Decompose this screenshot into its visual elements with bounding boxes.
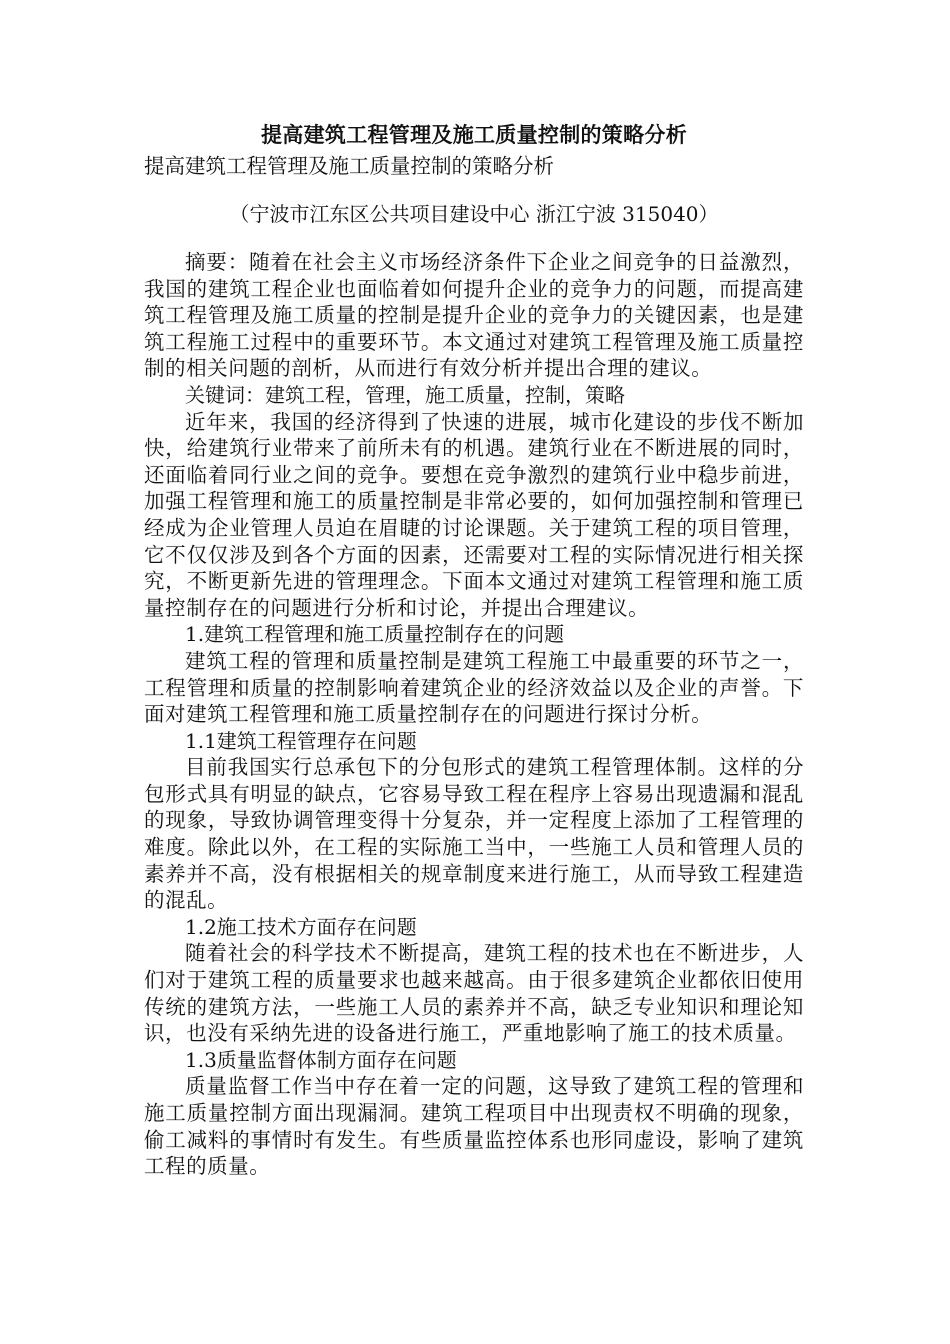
section-1-3-paragraph: 质量监督工作当中存在着一定的问题，这导致了建筑工程的管理和施工质量控制方面出现漏洞。建筑工程项目中出现责权不明确的现象，偷工减料的事情时有发生。有些质量监控体系也形同虚设，影响了建筑工程的质量。 — [144, 1074, 804, 1179]
keywords-line: 关键词：建筑工程，管理，施工质量，控制，策略 — [185, 382, 625, 407]
section-1-1-paragraph: 目前我国实行总承包下的分包形式的建筑工程管理体制。这样的分包形式具有明显的缺点，它容易导致工程在程序上容易出现遗漏和混乱的现象，导致协调管理变得十分复杂，并一定程度上添加了工程管理的难度。除此以外，在工程的实际施工当中，一些施工人员和管理人员的素养并不高，没有根据相关的规章制度来进行施工，从而导致工程建造的混乱。 — [144, 755, 804, 913]
section-1-2-paragraph: 随着社会的科学技术不断提高，建筑工程的技术也在不断进步，人们对于建筑工程的质量要求也越来越高。由于很多建筑企业都依旧使用传统的建筑方法，一些施工人员的素养并不高，缺乏专业知识和理论知识，也没有采纳先进的设备进行施工，严重地影响了施工的技术质量。 — [144, 941, 804, 1046]
document-title: 提高建筑工程管理及施工质量控制的策略分析 — [261, 122, 687, 147]
author-affiliation: （宁波市江东区公共项目建设中心 浙江宁波 315040） — [229, 202, 719, 226]
section-1-2-heading: 1.2施工技术方面存在问题 — [185, 914, 417, 939]
section-1-paragraph: 建筑工程的管理和质量控制是建筑工程施工中最重要的环节之一，工程管理和质量的控制影响着建筑企业的经济效益以及企业的声誉。下面对建筑工程管理和施工质量控制存在的问题进行探讨分析。 — [144, 648, 804, 727]
section-1-3-heading: 1.3质量监督体制方面存在问题 — [185, 1047, 457, 1072]
section-1-1-heading: 1.1建筑工程管理存在问题 — [185, 728, 417, 753]
abstract-paragraph: 摘要：随着在社会主义市场经济条件下企业之间竞争的日益激烈，我国的建筑工程企业也面临着如何提升企业的竞争力的问题，而提高建筑工程管理及施工质量的控制是提升企业的竞争力的关键因素，也是建筑工程施工过程中的重要环节。本文通过对建筑工程管理及施工质量控制的相关问题的剖析，从而进行有效分析并提出合理的建议。 — [144, 250, 804, 381]
document-page — [144, 118, 804, 1180]
section-1-heading: 1.建筑工程管理和施工质量控制存在的问题 — [185, 622, 565, 647]
document-subtitle: 提高建筑工程管理及施工质量控制的策略分析 — [144, 154, 554, 178]
intro-paragraph: 近年来，我国的经济得到了快速的进展，城市化建设的步伐不断加快，给建筑行业带来了前所未有的机遇。建筑行业在不断进展的同时，还面临着同行业之间的竞争。要想在竞争激烈的建筑行业中稳步前进，加强工程管理和施工的质量控制是非常必要的，如何加强控制和管理已经成为企业管理人员迫在眉睫的讨论课题。关于建筑工程的项目管理，它不仅仅涉及到各个方面的因素，还需要对工程的实际情况进行相关探究，不断更新先进的管理理念。下面本文通过对建筑工程管理和施工质量控制存在的问题进行分析和讨论，并提出合理建议。 — [144, 409, 804, 620]
